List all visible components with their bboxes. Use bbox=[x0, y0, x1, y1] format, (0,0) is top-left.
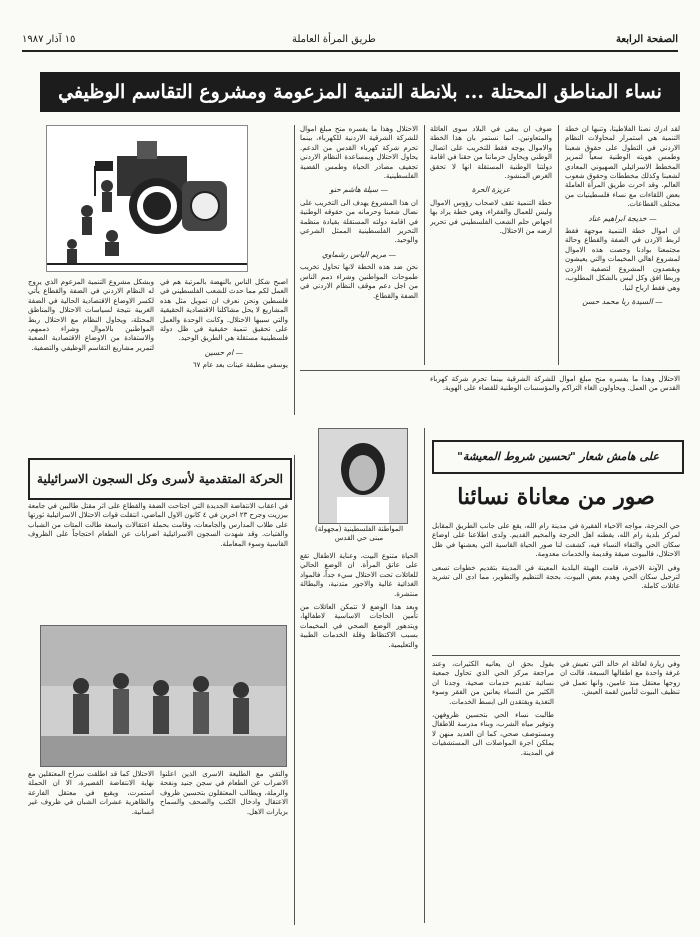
column-text: الاحتلال وهذا ما يفسره منح مبلغ اموال للشركة الشرقية الاردنية للكهرباء، بينما تحرم شركة كهرباء القدس من الدعم. يحاول الاحتلال وبمساعدة النظام الاردني تجفيف مصادر الحياة وطمس القضية الفلسطينية. bbox=[300, 125, 418, 181]
crowd-photo-icon bbox=[41, 626, 286, 766]
column-text: اصبح شكل الناس بالنهضة بالمرتبة هم في العمل لكم مما حدث للشعب الفلسطيني في فلسطين ونحن نعرف ان تمويل مثل هذه المشاريع لا يحل مشاكلنا الاقتصادية الحقيقية والتي سببها الاحتلال. وكانت الوحدة والعمل على تحقيق تنمية حقيقية في ظل دولة فلسطينية مستقلة هي الطريق الوحيد. bbox=[160, 278, 288, 343]
column-text: والتقي مع الطليعة الاسرى الذين اعلنوا الاضراب عن الطعام في سجن جنيد ونفحة والرملة، ويطالب المعتقلون بتحسين ظروف الاعتقال وادخال الكتب والصحف والسماح بزيارات الاهل. bbox=[160, 770, 288, 816]
column-divider bbox=[294, 125, 295, 415]
column-text: ضوف ان يبقى في البلاد سوى العائلة والمتعاونين. انما نستمر بان هذا الخطة والاموال يوجه فقط للتخريب على اتصال الوطني ويحاول حرماننا من حقنا في اقامة دولتنا الوطنية المستقلة انها لا تحقق الغرض المنشود. bbox=[430, 125, 552, 181]
column-text: ان هذا المشروع يهدف الى التخريب على نضال شعبنا وحرمانه من حقوقه الوطنية في اقامة دولته المستقلة بقيادة منظمة التحرير الفلسطينية الممثل الشرعي والوحيد. bbox=[300, 198, 418, 245]
column-text: خطة التنمية تقف لاصحاب رؤوس الاموال وليس للعمال والفقراء، وهي خطة يراد بها اجهاض حلم الشعب الفلسطيني في تحرير ارضه من الاحتلال. bbox=[430, 198, 552, 236]
article-headline: صور من معاناة نسائنا bbox=[457, 484, 655, 510]
prisoners-headline: الحركة المتقدمية لأسرى وكل السجون الاسرائيلية bbox=[28, 458, 292, 500]
column-text: وبعد هذا الوضع لا تتمكن العائلات من تأمين الحاجات الاساسية لاطفالها، ويتدهور الوضع الصحي في المخيمات بسبب الاكتظاظ وقلة الخدمات الطبية والتعليمية. bbox=[300, 603, 418, 649]
article-column-right bbox=[560, 660, 680, 922]
author-signature: — السيدة ربا محمد حسن bbox=[582, 296, 663, 306]
column-interview-3 bbox=[300, 125, 418, 415]
column-text: وفي الآونة الاخيرة، قامت الهيئة البلدية المعينة في المدينة بتقديم خطوات تسعى لترحيل سكان الحي وهدم بعض البيوت، بحجة التنظيم والتطوير، مما ادى الى تشريد عائلات كاملة. bbox=[432, 563, 680, 591]
political-cartoon bbox=[46, 125, 248, 272]
column-text: طالبت نساء الحي بتحسين ظروفهن، وتوفير مياه الشرب، وبناء مدرسة للاطفال ومستوصف صحي، كما ان العديد منهن لا يملكن اجرة المواصلات الى المستشفيات في المدينة. bbox=[432, 711, 554, 757]
photo-caption bbox=[300, 525, 418, 549]
prisoners-article-cont bbox=[28, 770, 154, 920]
column-continued bbox=[430, 375, 680, 425]
column-text: لقد ادرك نصنا الفلاطينا، وتنبها ان خطة التنمية هي استمرار لمحاولات النظام الاردني في التطول على حقوق شعبنا وطمس هويته الوطنية سعياً لتمرير المخطط الاسرائيلي الصهيوني المعادي لشعبنا وكذلك مخططات وحقوق شعوب العالم. وقد احرت طريق المرأة العاملة بعض اللقاءات مع نساء فلسطينيات من مختلف القطاعات. bbox=[565, 125, 680, 209]
section-divider bbox=[300, 370, 680, 371]
issue-date: ١٥ آذار ١٩٨٧ bbox=[22, 34, 76, 45]
column-text: الاحتلال وهذا ما يفسره منح مبلغ اموال للشركة الشرقية بينما تحرم شركة كهرباء القدس من العمل. ويحاولون الغاء التراكم والمؤسسات الوطنية للقضاء على الهوية. bbox=[430, 375, 680, 393]
prisoners-article-cont2 bbox=[160, 770, 288, 920]
main-banner-headline: نساء المناطق المحتلة ... بلانطة التنمية المزعومة ومشروع التقاسم الوظيفي bbox=[40, 72, 680, 112]
author-signature: — ام حسين bbox=[204, 347, 244, 357]
middle-column bbox=[300, 552, 418, 922]
column-text: يقول بحق ان يعانيه الكثيرات، وعند مراجعة مركز الحي الذي تحاول جمعية نسائية تقديم خدمات صحية، وجدنا ان الكثير من النساء يعانين من الفقر وسوء التغذية ويفتقدن الى ابسط الخدمات. bbox=[432, 660, 554, 706]
steamroller-cartoon-icon bbox=[47, 126, 247, 271]
column-divider bbox=[294, 455, 295, 925]
column-text: ان اموال خطة التنمية موجهة فقط لربط الاردن في الضفة والقطاع وحالة مجتمعنا بوادنا وحصت هذه الاموال لمشروع اهالي المخيمات والتي يعيشون ويقصدون المشروع لتصفية الاردن وربطا افق وكل ليس بالشكل المطلوب، وهي فقط ارباح لنيا. bbox=[565, 227, 680, 292]
article-column-left bbox=[432, 660, 554, 922]
section-divider bbox=[432, 655, 680, 656]
column-text: الحياة متنوع البيت، وعناية الاطفال تقع على عاتق المرأة. ان الوضع الحالي للعائلات تحت الاحتلال سيء جداً، فالمواد الغذائية غالية والاجور متدنية، والبطالة منتشرة. bbox=[300, 552, 418, 598]
author-signature: — خديجة ابراهيم عناد bbox=[588, 213, 657, 223]
column-text: يوسفي مطبقة عينات بعد عام ٦٧ bbox=[192, 361, 288, 370]
column-text: الاحتلال كما قد اطلقت سراح المعتقلين مع نهاية الانتفاضة القصيرة، الا ان الحملة استمرت، ويقبع في معتقل الفارعة والظاهرية عشرات الشبان في ظروف غير انسانية. bbox=[28, 770, 154, 816]
column-divider bbox=[424, 125, 425, 365]
article-body bbox=[432, 522, 680, 652]
column-text: في اعقاب الانتفاضة الجديدة التي اجتاحت الضفة والقطاع على اثر مقتل طالبين في جامعة بيرزيت وجرح ٢٣ اخرين في ٤ كانون الاول الماضي، انتقلت قوات الاحتلال الاسرائيلية ثورتها على طلاب المدارس والجامعات، وقامت بحملة اعتقالات واسعة طالت المئات من الشباب والفتيات. وقد شهدت السجون الاسرائيلية اضرابات عن الطعام احتجاجاً على الظروف القاسية وسوء المعاملة. bbox=[28, 502, 288, 548]
column-text: حي الحرجة، مواجه الاحياء الفقيرة في مدينة رام الله، يقع على جانب الطريق المقابل لمركز بلدية رام الله، يقطنه اهل الحرجة والمخيم القديم. ولدى اطلاعنا على اوضاع سكان الحي والتقاء النساء فيه، كشفت لنا صور الحياة القاسية التي يعشنها في ظل الاحتلال، فالبيوت ضيقة وقديمة والخدمات معدومة. bbox=[432, 522, 680, 559]
column-commentary bbox=[160, 278, 288, 448]
author-signature: عزيزة الحرة bbox=[471, 185, 511, 195]
column-text: وبشكل مشروع التنمية المزعوم الذي يروج له النظام الاردني في الضفة والقطاع يأتي لكسر الاوضاع الاقتصادية الحالية في الضفة الغربية نتيجة لسياسات الاحتلال والمناطق المحتلة، ويحاول النظام مع الاحتلال ربط المواطنين بالاموال وشراء ذممهم، والاستفادة من الاوضاع الاقتصادية الصعبة لتمرير مشاريع التقاسم الوظيفي والتصفية. bbox=[28, 278, 154, 352]
page-header bbox=[22, 28, 678, 52]
column-analysis bbox=[28, 278, 154, 448]
caption-line: المواطنة الفلسطينية (مجهولة) bbox=[314, 525, 404, 533]
article-tag: على هامش شعار "تحسين شروط المعيشة" bbox=[432, 440, 684, 474]
column-divider bbox=[558, 125, 559, 365]
author-signature: — سيلة هاشم حنو bbox=[330, 185, 388, 195]
column-interview-2 bbox=[430, 125, 552, 365]
column-interview-1 bbox=[565, 125, 680, 365]
column-divider bbox=[424, 428, 425, 923]
page-label: الصفحة الرابعة bbox=[616, 34, 678, 45]
column-text: نحن ضد هذه الخطة لانها تحاول تخريب طموحات المواطنين وشراء ذمم الناس من اجل دعم موقف النظام الاردني في الضفة والقطاع. bbox=[300, 263, 418, 300]
column-text: وفي زيارة لعائلة ام خالد التي تعيش في غرفة واحدة مع اطفالها السبعة، قالت ان زوجها معتقل منذ عامين، وانها تعمل في تنظيف البيوت لتأمين لقمة العيش. bbox=[560, 660, 680, 697]
paper-name: طريق المرأة العاملة bbox=[292, 34, 376, 45]
author-signature: — مريم الياس رشماوي bbox=[322, 249, 396, 259]
prisoners-article bbox=[28, 502, 288, 622]
prisoners-photo bbox=[40, 625, 287, 767]
woman-portrait-photo bbox=[318, 428, 408, 524]
caption-line: مبنى حي القدس bbox=[334, 534, 384, 543]
portrait-icon bbox=[319, 429, 407, 523]
